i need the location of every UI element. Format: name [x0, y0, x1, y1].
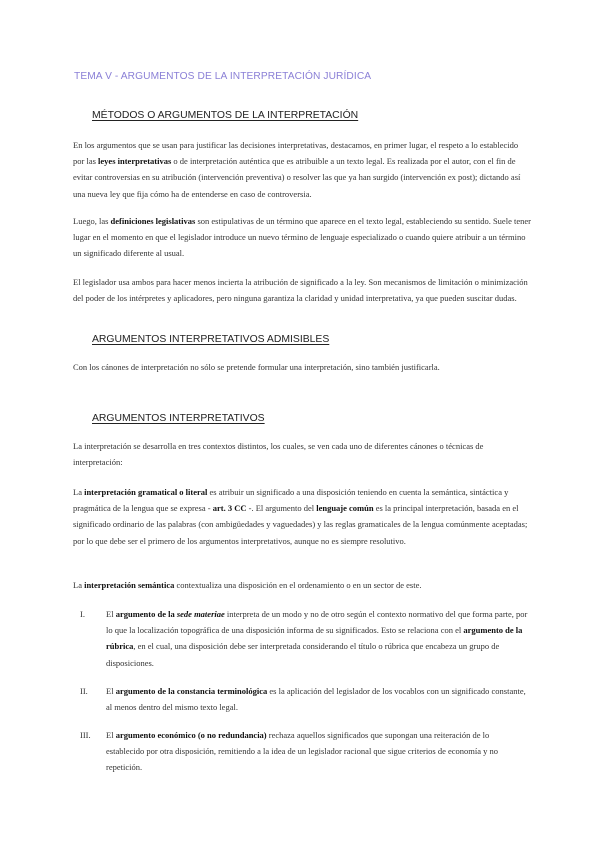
list-item-sede-materiae	[106, 606, 529, 671]
text: , en el cual, una disposición debe ser interpretada considerando el título o rúbrica que encabeza un grupo de disposiciones.	[106, 641, 500, 668]
paragraph-canones: Con los cánones de interpretación no sólo se pretende formular una interpretación, sino también justificarla.	[73, 362, 440, 372]
bold-term: interpretación gramatical o literal	[84, 487, 208, 497]
heading-argumentos: ARGUMENTOS INTERPRETATIVOS	[92, 413, 265, 424]
paragraph-contextos: La interpretación se desarrolla en tres contextos distintos, los cuales, se ven cada uno de diferentes cánones o técnicas de interpretación:	[73, 441, 484, 468]
bold-italic-term: sede materiae	[176, 609, 225, 619]
bold-term: definiciones legislativas	[110, 216, 196, 226]
paragraph-leyes-interpretativas	[73, 137, 531, 202]
list-number: I.	[80, 609, 85, 619]
bold-term: argumento de la rúbrica	[106, 625, 523, 652]
text: La	[73, 580, 85, 590]
bold-term: argumento económico (o no redundancia)	[115, 730, 267, 740]
bold-term: argumento de la	[115, 609, 177, 619]
text: interpreta de un modo y no de otro según el contexto normativo del que forma parte, por lo que la localización topográfica de una disposición informa de su significados. Esto se relaciona con el	[106, 609, 528, 636]
heading-admisibles: ARGUMENTOS INTERPRETATIVOS ADMISIBLES	[92, 334, 330, 345]
paragraph-definiciones-legislativas	[73, 213, 531, 262]
bold-term: art. 3 CC	[212, 503, 247, 514]
text: El	[106, 686, 116, 696]
bold-term: lenguaje común	[316, 503, 374, 514]
text: es la principal interpretación, basada en el significado ordinario de las palabras (con ambigüedades y vaguedades) y las reglas gramaticales de la lengua comúnmente aceptadas; por lo que debe ser el primero de los argumentos interpretativos, aunque no es siempre resolutivo.	[73, 503, 528, 546]
text: son estipulativas de un término que aparece en el texto legal, estableciendo su sentido. Suele tener lugar en el momento en que el legislador introduce un nuevo término de lenguaje especializado o cuando quiere atribuir a un término un significado diferente al usual.	[73, 216, 531, 259]
text: o de interpretación auténtica que es atribuible a un texto legal. Es realizada por el autor, con el fin de evitar controversias en su atribución (intervención preventiva) o resolver las que ya han surgido (intervención ex post); dictando así una nueva ley que fija cómo ha de entenderse en caso de controversia.	[73, 156, 521, 199]
paragraph-legislador: El legislador usa ambos para hacer menos incierta la atribución de significado a la ley. Son mecanismos de limitación o minimización del poder de los intérpretes y aplicadores, pero ninguna garantiza la claridad y unidad interpretativa, ya que pueden suscitar dudas.	[73, 277, 528, 304]
text: es la aplicación del legislador de los vocablos con un significado constante, al menos dentro del mismo texto legal.	[106, 686, 526, 713]
text: El	[106, 609, 116, 619]
paragraph-interpretacion-gramatical	[73, 484, 531, 549]
text: El	[106, 730, 116, 740]
list-number: II.	[80, 686, 88, 696]
text: Luego, las	[73, 216, 111, 226]
text: rechaza aquellos significados que supongan una reiteración de lo establecido por otra disposición, remitiendo a la idea de un legislador racional que sigue criterios de economía y no repetición.	[106, 730, 499, 773]
list-number: III.	[80, 730, 91, 740]
text: -. El argumento del	[246, 503, 317, 514]
list-item-constancia-terminologica	[106, 683, 529, 715]
bold-term: leyes interpretativas	[98, 156, 172, 167]
text: En los argumentos que se usan para justificar las decisiones interpretativas, destacamos, en primer lugar, el respeto a lo establecido por las	[73, 140, 519, 167]
text: contextualiza una disposición en el ordenamiento o en un sector de este.	[174, 580, 422, 590]
bold-term: interpretación semántica	[84, 580, 175, 590]
list-item-argumento-economico	[106, 727, 529, 776]
paragraph-interpretacion-semantica	[73, 577, 531, 593]
heading-metodos: MÉTODOS O ARGUMENTOS DE LA INTERPRETACIÓN	[92, 110, 359, 121]
text: es atribuir un significado a una disposición teniendo en cuenta la semántica, sintáctica y pragmática de la lengua que se expresa -	[73, 487, 509, 514]
bold-term: argumento de la constancia terminológica	[115, 686, 268, 696]
document-title: TEMA V - ARGUMENTOS DE LA INTERPRETACIÓN JURÍDICA	[74, 71, 372, 82]
text: La	[73, 487, 85, 497]
